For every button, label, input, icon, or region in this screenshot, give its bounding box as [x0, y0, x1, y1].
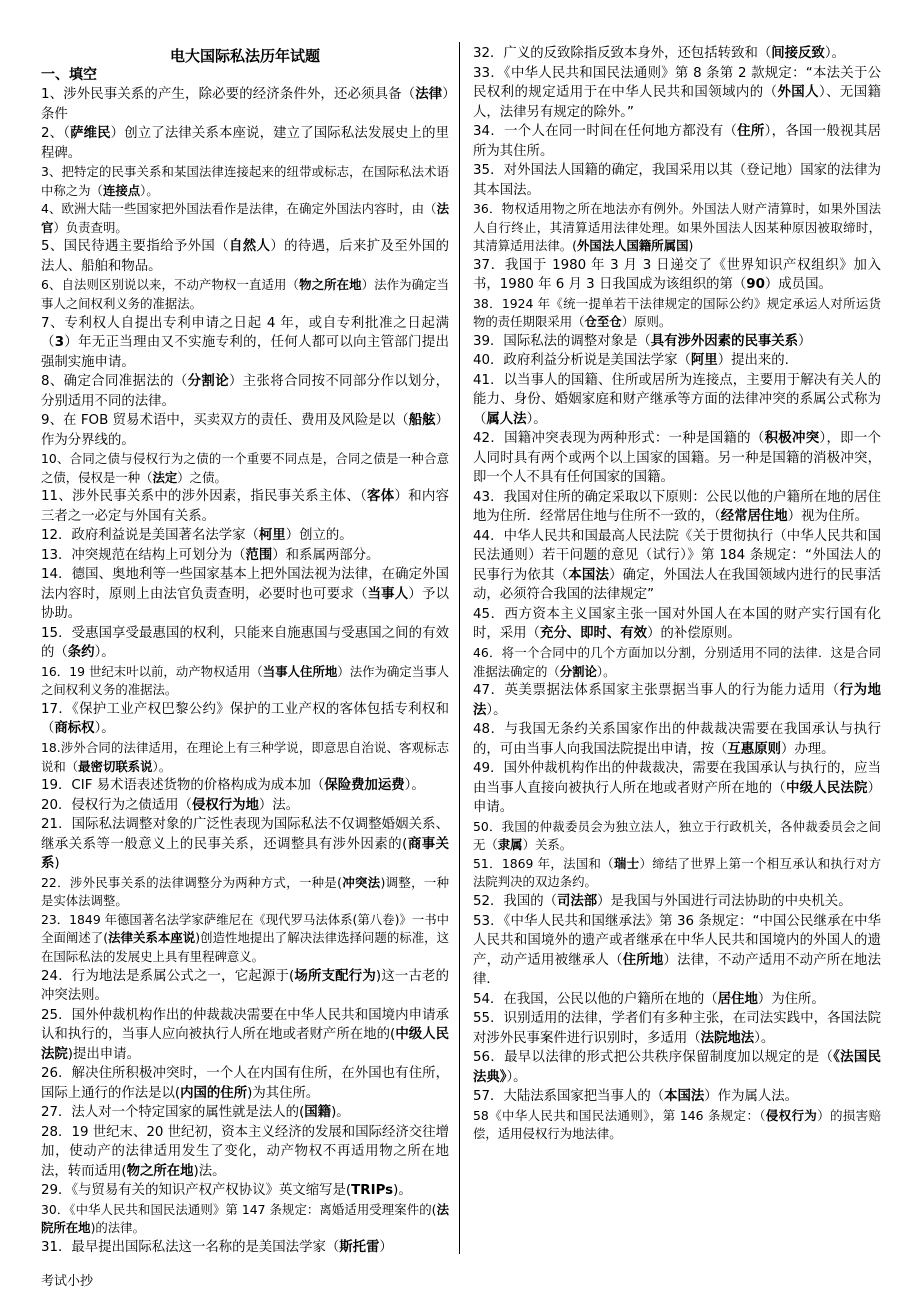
question-text: 9、在 FOB 贸易术语中，买卖双方的责任、费用及风险是以（ — [41, 413, 409, 429]
left-question-list — [41, 85, 449, 1257]
question-item — [41, 1181, 449, 1201]
question-item — [41, 163, 449, 200]
question-text: ）作为属人法。 — [704, 1089, 799, 1105]
question-text: ）。 — [152, 758, 172, 774]
question-text: 58《中华人民共和国民法通则》，第 146 条规定：（ — [473, 1107, 766, 1123]
question-text: 20．侵权行为之债适用（ — [41, 797, 192, 813]
answer-text: 连接点 — [102, 182, 141, 198]
column-divider — [459, 42, 460, 1254]
question-text: 51．1869 年，法国和（ — [473, 855, 615, 871]
question-text: ）。 — [754, 1030, 775, 1046]
question-text: 3、把特定的民事关系和某国法律连接起来的纽带或标志，在国际私法术语中称之为（ — [41, 164, 449, 198]
question-item — [41, 796, 449, 816]
question-text: 57．大陆法系国家把当事人的（ — [473, 1089, 665, 1105]
left-column — [41, 44, 449, 1257]
question-text: ） — [379, 1239, 393, 1255]
question-text: ）。 — [824, 46, 845, 61]
question-item — [473, 295, 881, 332]
question-text: ）。 — [486, 702, 507, 718]
question-item — [41, 1103, 449, 1123]
question-text: ）主张将合同按不同部分作以划分，分别适用不同的法律。 — [41, 374, 449, 409]
answer-text: 互惠原则 — [727, 741, 781, 757]
question-item — [473, 351, 881, 371]
question-item — [41, 1201, 449, 1238]
question-text: 56．最早以法律的形式把公共秩序保留制度加以规定的是（ — [473, 1050, 834, 1066]
question-text: 29．《与贸易有关的知识产权产权协议》英文缩写是( — [41, 1183, 352, 1199]
question-item — [473, 527, 881, 605]
answer-text: 法院所在地 — [41, 1201, 449, 1236]
answer-text: 阿里 — [690, 353, 718, 369]
question-text: ）。 — [94, 645, 115, 661]
question-item — [41, 1064, 449, 1103]
answer-text: 柯里 — [258, 528, 286, 544]
question-text: ）。 — [526, 411, 547, 427]
question-text: 55．识别适用的法律，学者们有多种主张，在司法实践中，各国法院对涉外民事案件进行识别时，多适用（ — [473, 1011, 881, 1046]
question-item — [41, 1123, 449, 1182]
question-text: 28．19 世纪末、20 世纪初，资本主义经济的发展和国际经济交往增加，使动产的法律适用发生了变化，动产物权不再适用物之所在地法，转而适用( — [41, 1124, 449, 1179]
question-text: 32．广义的反致除指反致本身外，还包括转致和（ — [473, 46, 772, 61]
question-item — [41, 276, 449, 313]
answer-text: 住所 — [737, 124, 765, 139]
question-item — [41, 624, 449, 663]
question-text: 18.涉外合同的法律适用，在理论上有三种学说，即意思自治说、客观标志说和（ — [41, 739, 449, 774]
answer-text: 行为地法 — [473, 683, 882, 718]
question-item — [473, 990, 881, 1010]
answer-text: 内国的住所 — [180, 1085, 248, 1101]
question-text: ） — [798, 333, 812, 349]
question-text: ) — [688, 238, 694, 254]
question-item — [473, 429, 881, 488]
question-text: 52．我国的（ — [473, 894, 557, 910]
question-text: 48．与我国无条约关系国家作出的仲裁裁决需要在我国承认与执行的，可由当事人向我国法院提出申请，按（ — [473, 722, 881, 757]
question-text: ）为住所。 — [757, 991, 825, 1007]
question-text: ）年无正当理由又不实施专利的，任何人都可以向主管部门提出强制实施申请。 — [41, 335, 450, 370]
answer-text: 外国法人国籍所属国 — [576, 238, 689, 254]
question-text: 36．物权适用物之所在地法亦有例外。外国法人财产清算时，如果外国法人自行终止，其清算适用法律处理。如果外国法人因某种原因被取缔时，其清算适用法律。( — [473, 201, 881, 254]
question-item — [473, 488, 881, 527]
answer-text: 瑞士 — [614, 855, 640, 871]
question-text: ）原则。 — [621, 314, 672, 330]
question-text: 39．国际私法的调整对象是（ — [473, 333, 651, 349]
question-item — [41, 565, 449, 624]
question-item — [473, 720, 881, 759]
question-text: 16．19 世纪末叶以前，动产物权适用（ — [41, 663, 263, 679]
question-text: 6、自法则区别说以来，不动产物权一直适用（ — [41, 277, 300, 293]
question-text: 31．最早提出国际私法这一名称的是美国法学家（ — [41, 1239, 340, 1255]
answer-text: 最密切联系说 — [78, 758, 153, 774]
answer-text: 商标权 — [54, 721, 95, 737]
question-item — [473, 892, 881, 912]
answer-text: 侵权行为地 — [191, 797, 259, 813]
question-text: 46．将一个合同中的几个方面加以分割，分别适用不同的法律．这是合同准据法确定的（ — [473, 644, 881, 679]
answer-text: 范围 — [245, 547, 273, 563]
answer-text: 法定 — [152, 469, 178, 485]
question-item — [473, 161, 881, 200]
question-text: 25．国外仲裁机构作出的仲裁裁决需要在中华人民共和国境内申请承认和执行的，当事人应向被执行人所在地或者财产所在地的( — [41, 1007, 449, 1043]
question-item — [473, 912, 881, 990]
answer-text: 充分、即时、有效 — [539, 626, 648, 642]
question-item — [41, 200, 449, 237]
question-text: ）办理。 — [780, 741, 835, 757]
question-item — [41, 487, 449, 526]
question-text: )调整，一种是实体法调整。 — [41, 874, 449, 909]
question-text: ）负责查明。 — [53, 219, 128, 235]
answer-text: 具有涉外因素的民事关系 — [650, 333, 799, 349]
answer-text: 住所地 — [622, 952, 664, 968]
question-text: 11、涉外民事关系中的涉外因素，指民事关系主体、（ — [41, 489, 368, 505]
question-text: ）申请。 — [473, 780, 882, 816]
question-text: ）和内容三者之一必定与外国有关系。 — [41, 489, 450, 524]
question-text: )这一古老的冲突法则。 — [41, 968, 450, 1004]
answer-text: 仓至仓 — [584, 314, 622, 330]
question-text: ），各国一般视其居所为其住所。 — [473, 124, 881, 159]
question-item — [41, 739, 449, 776]
answer-text: 间接反致 — [771, 46, 825, 61]
question-text: )的法律。 — [90, 1220, 145, 1236]
question-text: ）提出来的. — [717, 353, 789, 369]
question-item — [41, 526, 449, 546]
right-column — [473, 44, 881, 1144]
question-item — [473, 818, 881, 855]
question-item — [41, 776, 449, 796]
answer-text: 《法国民法典》 — [473, 1050, 881, 1085]
question-item — [473, 1048, 881, 1087]
answer-text: 分割论 — [559, 663, 597, 679]
answer-text: 法律关系本座说 — [108, 930, 196, 946]
question-text: ）、无国籍人，法律另有规定的除外。” — [473, 85, 881, 120]
question-text: 17．《保护工业产权巴黎公约》保护的工业产权的客体包括专利权和（ — [41, 701, 449, 737]
answer-text: 居住地 — [717, 991, 758, 1007]
question-text: 45．西方资本主义国家主张一国对外国人在本国的财产实行国有化时，采用（ — [473, 606, 881, 642]
answer-text: 法律 — [415, 87, 443, 102]
question-text: 27．法人对一个特定国家的属性就是法人的( — [41, 1105, 305, 1121]
answer-text: 法院地法 — [700, 1030, 755, 1046]
question-text: 33．《中华人民共和国民法通则》第 8 条第 2 款规定：“本法关于公民权利的规定适用于在中华人民共和国领域内的（ — [473, 65, 881, 100]
answer-text: 积极冲突 — [764, 431, 820, 447]
question-text: 49．国外仲裁机构作出的仲裁裁决，需要在我国承认与执行的，应当由当事人直接向被执行人所在地或者财产所在地的（ — [473, 761, 881, 796]
question-text: ）关系。 — [522, 837, 573, 853]
question-text: 1、涉外民事关系的产生，除必要的经济条件外，还必须具备（ — [41, 87, 416, 102]
question-item — [41, 911, 449, 967]
question-text: ）法。 — [258, 797, 300, 813]
question-text: ）。 — [596, 663, 616, 679]
answer-text: 商事关系 — [41, 836, 449, 872]
question-text: 40．政府利益分析说是美国法学家（ — [473, 353, 691, 369]
question-text: 54．在我国，公民以他的户籍所在地的（ — [473, 991, 718, 1007]
question-text: 34．一个人在同一时间在任何地方都没有（ — [473, 124, 738, 139]
section-heading: 一、填空 — [41, 67, 97, 83]
question-item — [41, 411, 449, 450]
answer-text: 船舷 — [408, 413, 436, 429]
question-text: 35．对外国法人国籍的确定，我国采用以其（登记地）国家的法律为其本国法。 — [473, 163, 881, 198]
question-item — [473, 644, 881, 681]
answer-text: 物之所在地 — [126, 1163, 194, 1179]
question-text: ）确定，外国法人在我国领域内进行的民事活动，必须符合我国的法律规定” — [473, 567, 882, 603]
question-item — [41, 237, 449, 276]
answer-text: 自然人 — [228, 239, 271, 255]
question-item — [41, 663, 449, 700]
answer-text: 本国法 — [568, 567, 610, 583]
question-item — [473, 759, 881, 818]
question-item — [473, 122, 881, 161]
question-text: ）。 — [140, 182, 159, 198]
answer-text: 隶属 — [497, 837, 523, 853]
footer-note: 考试小抄 — [41, 1274, 94, 1289]
question-text: 44．中华人民共和国最高人民法院《关于贯彻执行（中华人民共和国民法通则）若干问题的意见（试行）》第 184 条规定：“外国法人的民事行为依其（ — [473, 528, 881, 583]
question-text: 8、确定合同准据法的（ — [41, 374, 188, 390]
question-text: 37．我国于 1980 年 3 月 3 日递交了《世界知识产权组织》加入书，1980 年 6 月 3 日我国成为该组织的第（ — [473, 257, 881, 293]
question-text: )。 — [393, 1183, 412, 1199]
question-text: ），即一个人同时具有两个或两个以上国家的国籍。另一种是国籍的消极冲突，即一个人不具有任何国家的国籍。 — [473, 431, 881, 486]
question-text: ）成员国。 — [764, 277, 832, 293]
answer-text: 经常居住地 — [720, 509, 788, 525]
question-item — [473, 1087, 881, 1107]
answer-text: 属人法 — [486, 411, 527, 427]
answer-text: 物之所在地 — [299, 277, 362, 293]
question-text: 14．德国、奥地利等一些国家基本上把外国法视为法律，在确定外国法内容时，原则上由法官负责查明，必要时也可要求（ — [41, 567, 449, 602]
question-item — [473, 44, 881, 64]
question-text: ）。 — [94, 721, 115, 737]
question-text: 5、国民待遇主要指给予外国（ — [41, 239, 229, 255]
right-question-list — [473, 44, 881, 1144]
answer-text: 本国法 — [664, 1089, 705, 1105]
question-text: 47．英美票据法体系国家主张票据当事人的行为能力适用（ — [473, 683, 840, 699]
question-item — [41, 85, 449, 124]
question-text: ）的补偿原则。 — [647, 626, 741, 642]
question-text: 13．冲突规范在结构上可划分为（ — [41, 547, 246, 563]
question-text: ）创立的。 — [285, 528, 353, 544]
question-text: 30．《中华人民共和国民法通则》第 147 条规定：离婚适用受理案件的( — [41, 1201, 437, 1217]
answer-text: 保险费加运费 — [324, 778, 405, 794]
answer-text: 当事人住所地 — [262, 663, 338, 679]
question-item — [473, 371, 881, 430]
question-text: ）创立了法律关系本座说，建立了国际私法发展史上的里程碑。 — [41, 126, 449, 161]
question-item — [41, 874, 449, 911]
question-item — [41, 967, 449, 1006]
question-text: ）之债。 — [177, 469, 227, 485]
question-text: ）缔结了世界上第一个相互承认和执行对方法院判决的双边条约。 — [473, 855, 882, 890]
answer-text: 场所支配行为 — [294, 968, 376, 984]
answer-text: 外国人 — [777, 85, 819, 100]
question-text: )提出申请。 — [67, 1046, 140, 1062]
question-text: ）予以协助。 — [41, 586, 450, 622]
answer-text: 冲突法 — [341, 874, 381, 890]
question-text: 53．《中华人民共和国继承法》第 36 条规定：“中国公民继承在中华人民共和国境外的遗产或者继承在中华人民共和国境内的外国人的遗产，动产适用被继承人（ — [473, 913, 881, 968]
answer-text: 萨维民 — [70, 126, 111, 141]
answer-text: 当事人 — [367, 586, 409, 602]
question-text: 24．行为地法是系属公式之一，它起源于( — [41, 968, 295, 984]
question-text: ）的待遇，后来扩及至外国的法人、船舶和物品。 — [41, 239, 449, 274]
question-text: 2、（ — [41, 126, 71, 141]
question-text: 12．政府利益说是美国著名法学家（ — [41, 528, 259, 544]
question-text: 19．CIF 易术语表述货物的价格构成为成本加（ — [41, 778, 325, 794]
answer-text: 3 — [54, 335, 65, 351]
question-item — [41, 1238, 449, 1258]
question-item — [41, 700, 449, 739]
question-text: ）和系属两部分。 — [272, 547, 380, 563]
question-text: 42．国籍冲突表现为两种形式：一种是国籍的（ — [473, 431, 765, 447]
question-text: 21．国际私法调整对象的广泛性表现为国际私法不仅调整婚姻关系、继承关系等一般意义上的民事关系，还调整具有涉外因素的( — [41, 817, 449, 852]
question-text: ）法作为确定当事人之间权利义务的准据法。 — [41, 663, 450, 698]
question-text: ) — [54, 856, 60, 872]
question-text: 15．受惠国享受最惠国的权利，只能来自施惠国与受惠国之间的有效的（ — [41, 625, 449, 661]
answer-text: 中级人民法院 — [41, 1027, 449, 1062]
question-text: 41．以当事人的国籍、住所或居所为连接点，主要用于解决有关人的能力、身份、婚姻家庭和财产继承等方面的法律冲突的系属公式称为（ — [473, 372, 881, 427]
answer-text: 中级人民法院 — [785, 780, 868, 796]
question-text: ）法作为确定当事人之间权利义务的准据法。 — [41, 277, 450, 311]
question-item — [473, 256, 881, 295]
answer-text: 条约 — [67, 645, 95, 661]
answer-text: 侵权行为 — [765, 1107, 818, 1123]
question-text: ）的损害赔偿，适用侵权行为地法律。 — [473, 1107, 881, 1142]
question-text: )为其住所。 — [247, 1085, 320, 1101]
question-item — [41, 815, 449, 874]
page-title: 电大国际私法历年试题 — [169, 47, 320, 65]
question-item — [473, 1107, 881, 1144]
answer-text: 90 — [746, 277, 765, 293]
question-text: 7、专利权人自提出专利申请之日起 4 年，或自专利批准之日起满（ — [41, 315, 449, 351]
question-item — [473, 855, 881, 892]
question-text: 4、欧洲大陆一些国家把外国法看作是法律，在确定外国法内容时，由（ — [41, 201, 437, 217]
question-text: )。 — [331, 1105, 350, 1121]
question-item — [473, 64, 881, 123]
question-text: ）。 — [506, 1069, 527, 1085]
question-text: 23．1849 年德国著名法学家萨维尼在《现代罗马法体系(第八卷)》一书中全面阐述了( — [41, 911, 449, 946]
question-text: 50．我国的仲裁委员会为独立法人，独立于行政机关，各仲裁委员会之间无（ — [473, 818, 881, 853]
question-text: 26．解决住所积极冲突时，一个人在内国有住所，在外国也有住所，国际上通行的作法是以( — [41, 1066, 449, 1101]
question-item — [41, 1006, 449, 1065]
question-text: ）法律，不动产适用不动产所在地法律． — [473, 952, 882, 988]
answer-text: 国籍 — [304, 1105, 332, 1121]
question-text: )法。 — [193, 1163, 226, 1179]
question-item — [473, 332, 881, 352]
question-item — [41, 450, 449, 487]
question-item — [473, 681, 881, 720]
question-text: ）视为住所。 — [787, 509, 869, 525]
question-item — [41, 314, 449, 373]
question-text: 38．1924 年《统一提单若干法律规定的国际公约》规定承运人对所运货物的责任期限采用（ — [473, 295, 881, 330]
question-item — [41, 372, 449, 411]
answer-text: 分割论 — [187, 374, 229, 390]
question-text: ）作为分界线的。 — [41, 413, 449, 448]
answer-text: TRIPs — [351, 1183, 394, 1199]
question-text: 22．涉外民事关系的法律调整分为两种方式，一种是( — [41, 874, 342, 890]
question-text: )创造性地提出了解决法律选择问题的标准，这在国际私法的发展史上具有里程碑意义。 — [41, 930, 449, 964]
question-text: ）条件 — [41, 87, 449, 122]
question-item — [473, 200, 881, 256]
answer-text: 司法部 — [557, 894, 598, 910]
question-item — [41, 124, 449, 163]
question-text: ）。 — [404, 778, 425, 794]
answer-text: 法官 — [41, 201, 449, 235]
question-text: 10、合同之债与侵权行为之债的一个重要不同点是，合同之债是一种合意之债，侵权是一种（ — [41, 451, 449, 485]
question-item — [41, 546, 449, 566]
answer-text: 斯托雷 — [339, 1239, 380, 1255]
answer-text: 客体 — [367, 489, 395, 505]
question-item — [473, 605, 881, 644]
question-item — [473, 1009, 881, 1048]
question-text: 43．我国对住所的确定采取以下原则：公民以他的户籍所在地的居住地为住所．经常居住地与住所不一致的，（ — [473, 489, 881, 525]
question-text: ）是我国与外国进行司法协助的中央机关。 — [597, 894, 852, 910]
